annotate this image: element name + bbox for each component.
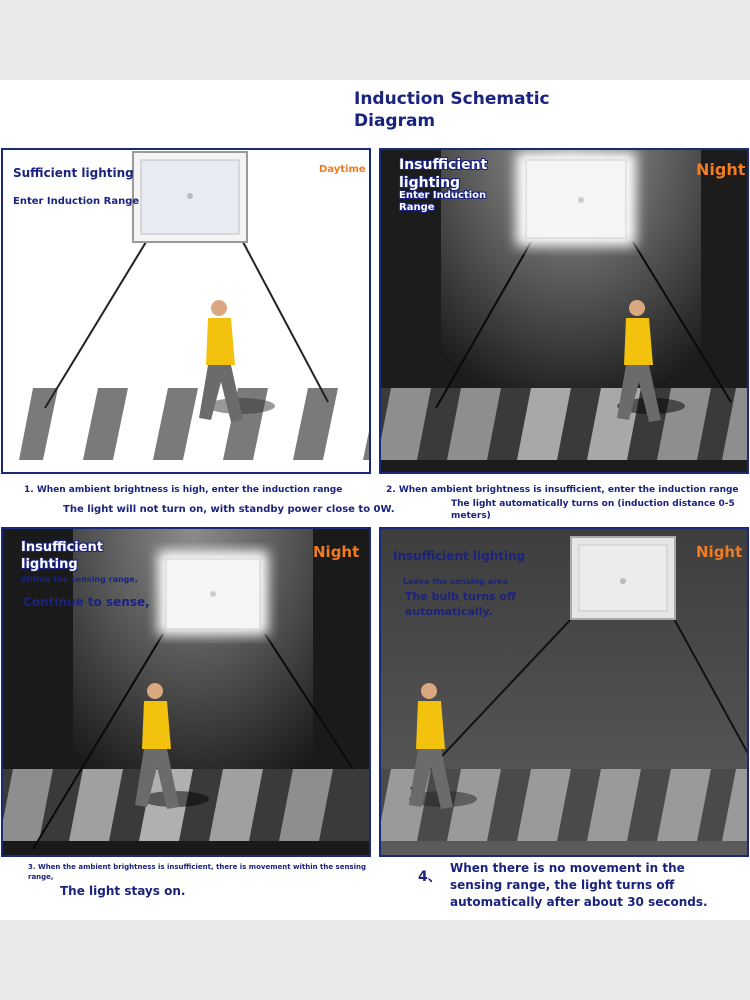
panel1-heading: Sufficient lighting bbox=[13, 166, 134, 180]
panel2-sub: Enter Induction Range bbox=[399, 190, 487, 213]
caption-4-text: When there is no movement in the sensing range, the light turns off automatically after about 30 seconds. bbox=[450, 861, 708, 909]
panel4-heading: Insufficient lighting bbox=[393, 549, 526, 563]
panel-night-leave bbox=[379, 527, 749, 857]
caption-2-line1: 2. When ambient brightness is insufficient, enter the induction range bbox=[386, 485, 739, 495]
panel1-sub: Enter Induction Range bbox=[13, 196, 140, 207]
panel-night-enter bbox=[379, 148, 749, 474]
ceiling-panel-light-icon bbox=[158, 551, 268, 635]
panel4-sub: Leave the sensing area bbox=[403, 577, 508, 586]
diagram-title: Induction Schematic Diagram bbox=[354, 89, 550, 131]
caption-3-line1: 3. When the ambient brightness is insufficient, there is movement within the sensing range, bbox=[28, 863, 366, 881]
ceiling-panel-light-icon bbox=[516, 152, 636, 246]
panel2-time: Night bbox=[696, 160, 746, 179]
panel-night-continue bbox=[1, 527, 371, 857]
caption-4-number: 4、 bbox=[418, 869, 442, 885]
panel1-time: Daytime bbox=[319, 164, 366, 175]
panel4-time: Night bbox=[696, 543, 743, 561]
panel-daytime bbox=[1, 148, 371, 474]
panel3-time: Night bbox=[313, 543, 360, 561]
crosswalk-stripes-icon bbox=[3, 388, 371, 460]
panel3-sub2: Continue to sense, bbox=[23, 595, 150, 609]
caption-1-line2: The light will not turn on, with standby power close to 0W. bbox=[63, 504, 395, 515]
caption-2-line2: The light automatically turns on (induction distance 0-5 meters) bbox=[451, 499, 735, 521]
page bbox=[0, 80, 750, 920]
ceiling-panel-light-icon bbox=[133, 152, 247, 242]
panel3-sub: Within the sensing range, bbox=[21, 575, 138, 584]
caption-3-line2: The light stays on. bbox=[60, 884, 186, 898]
panel3-heading: Insufficient lighting bbox=[21, 540, 104, 572]
caption-1-line1: 1. When ambient brightness is high, enter the induction range bbox=[24, 485, 343, 495]
panel2-heading: Insufficient lighting bbox=[399, 157, 488, 191]
walking-person-icon bbox=[199, 300, 275, 422]
panel4-sub2: The bulb turns off automatically. bbox=[405, 590, 516, 618]
sensing-range-lines-icon bbox=[45, 242, 328, 408]
crosswalk-stripes-icon bbox=[381, 388, 749, 460]
ceiling-panel-light-icon bbox=[571, 537, 675, 619]
